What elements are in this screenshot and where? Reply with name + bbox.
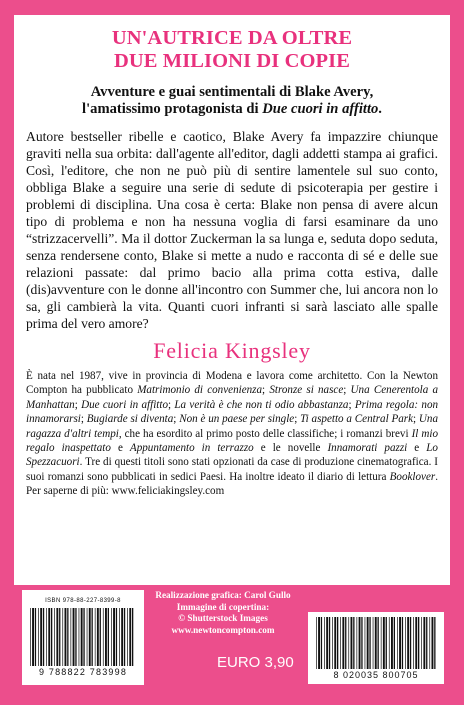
isbn-barcode-box [22,590,144,685]
bio-text: ; [74,398,82,411]
headline [26,27,438,73]
bio-title: Non è un paese per single [179,413,295,426]
bio-text: e le novelle [253,442,328,455]
bio-text: ; [80,413,87,426]
bio-title: La verità è che non ti odio abbastanza [174,398,349,411]
bio-text: e [407,442,427,455]
bio-text: ; [294,413,301,426]
headline-line-2: DUE MILIONI DI COPIE [113,50,351,72]
bio-text: e [110,442,130,455]
author-bio [26,369,438,499]
bio-title: Booklover [389,470,436,483]
bio-text: ; [343,384,351,397]
bio-text: ; [348,398,355,411]
ean-barcode-icon [314,617,438,669]
bio-text: . Tre di questi titoli sono stati opzionati da case di produzione cinematografica. I suoi romanzi sono pubblicati in sedici Paesi. Ha inoltre ideato il diario di lettura [26,456,438,483]
bio-title: Prima regola: non innamorarsi [26,398,439,426]
synopsis: Autore bestseller ribelle e caotico, Blake Avery fa impazzire chiunque graviti nella sua orbita: dall'agente all'editor, dagli addetti stampa ai grafici. Così, l'editore, che non ne può più di sentire lamentele sul suo conto, obbliga Blake a seguire una serie di sedute di psicoterapia per gestire i problemi di disciplina. Una cosa è certa: Blake non pensa di avere alcun tipo di problema e non ha nessuna voglia di farsi esaminare da uno “strizzacervelli”. Ma il dottor Zuckerman la sa lunga e, seduta dopo seduta, senza rendersene conto, Blake si mette a nudo e racconta di sé e delle sue relazioni passate: dal primo bacio alla prima cotta estiva, dalle (dis)avventure con le donne all'incontro con Summer che, lui ancora non lo sa, gli cambierà la vita. Quanti cuori infranti si sarà lasciato alle spalle prima del vero amore? [26,129,438,331]
credits [148,590,298,636]
bio-title: Una Cenerentola a Manhattan [26,384,438,411]
bio-title: Matrimonio di convenienza [137,384,263,397]
subtitle-line-1: Avventure e guai sentimentali di Blake Avery, [90,84,374,100]
bio-text: ; [262,384,270,397]
bio-title: Stronze si nasce [269,384,344,397]
subtitle-line-2-suffix: . [378,101,382,117]
credits-cover-image-label: Immagine di copertina: [176,601,270,612]
subtitle-line-2-prefix: l'amatissimo protagonista di [82,101,263,117]
bio-text: ; [173,413,180,426]
content-panel [14,15,450,585]
ean-barcode-box [308,612,444,684]
credits-cover-image-source: © Shutterstock Images [178,613,268,624]
bio-text: ; [413,413,419,426]
bio-title: Ti aspetto a Central Park [300,413,414,426]
publisher-website: www.newtoncompton.com [171,624,275,635]
subtitle-book-title: Due cuori in affitto [262,101,379,117]
bio-title: Bugiarde si diventa [86,413,174,426]
bio-text: ; [168,398,175,411]
isbn-digits: 9 788822 783998 [38,667,128,677]
isbn-barcode-icon [28,608,138,666]
bio-title: Innamorati pazzi [327,442,408,455]
ean-digits: 8 020035 800705 [333,670,419,680]
bio-text: È nata nel 1987, vive in provincia di Modena e lavora come architetto. Con la Newton Compton ha pubblicato [26,370,438,397]
bio-title: Una ragazza d'altri tempi [26,413,439,440]
subtitle [26,84,438,118]
bio-title: Due cuori in affitto [81,398,168,411]
headline-line-1: UN'AUTRICE DA OLTRE [111,27,353,49]
price: EURO 3,90 [217,654,294,671]
author-name: Felicia Kingsley [153,338,311,363]
credits-graphic-design: Realizzazione grafica: Carol Gullo [155,590,291,600]
bio-title: Lo Spezzacuori [26,442,438,469]
isbn-label: ISBN 978-88-227-8399-8 [45,598,121,604]
bio-text: . Per saperne di più: www.feliciakingsley.com [26,470,438,498]
bio-title: Il mio regalo inaspettato [26,427,438,455]
bio-title: Appuntamento in terrazzo [129,442,254,455]
bio-text: , che ha esordito al primo posto delle classifiche; i romanzi brevi [118,427,412,440]
